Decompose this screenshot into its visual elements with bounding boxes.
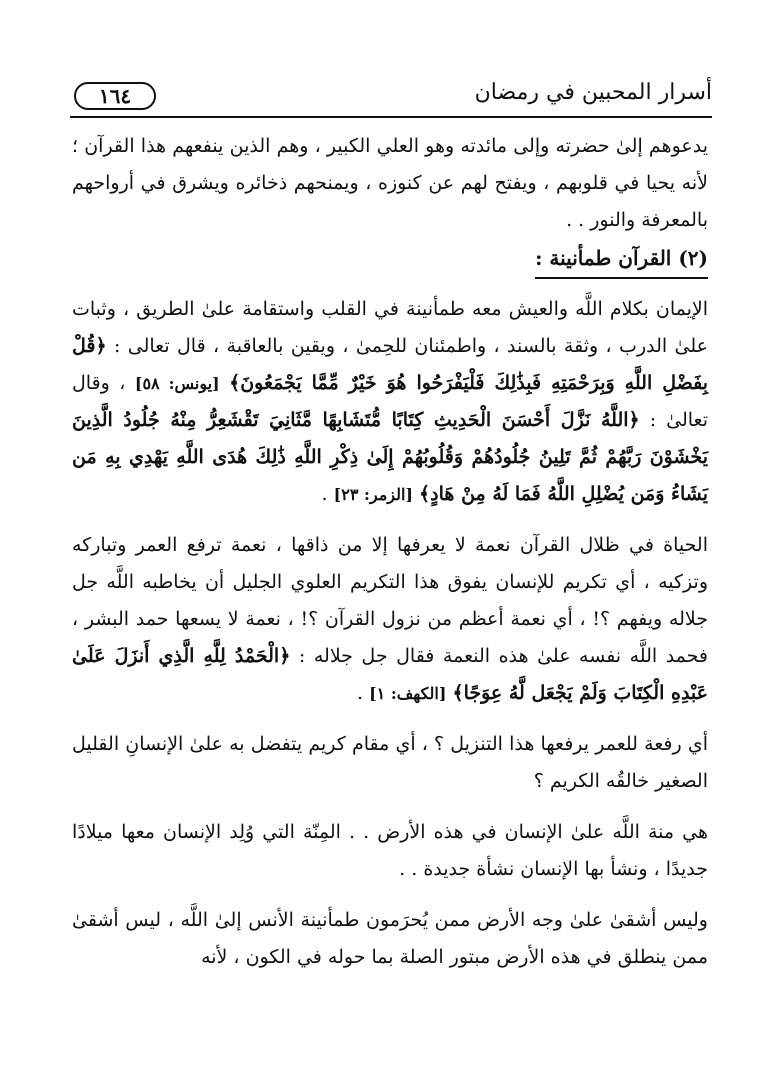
verse-reference-zumar: [الزمر: ٢٣] <box>333 485 413 504</box>
paragraph-grace: هي منة اللَّه علىٰ الإنسان في هذه الأرض . . المِنّة التي وُلِد الإنسان معها ميلادًا جديدًا ، ونشأ بها الإنسان نشأة جديدة . . <box>72 821 708 880</box>
paragraph-elevation: أي رفعة للعمر يرفعها هذا التنزيل ؟ ، أي مقام كريم يتفضل به علىٰ الإنسانِ القليل الصغير خالقُه الكريم ؟ <box>72 733 708 792</box>
intro-paragraph: يدعوهم إلىٰ حضرته وإلى مائدته وهو العلي الكبير ، وهم الذين ينفعهم هذا القرآن ؛ لأنه يحيا في قلوبهم ، ويفتح لهم عن كنوزه ، ويمنحهم ذخائره ويشرق في أرواحهم بالمعرفة والنور . . <box>72 135 708 231</box>
section-heading-wrapper <box>72 239 708 291</box>
paragraph-misery: وليس أشقىٰ علىٰ وجه الأرض ممن يُحرَمون طمأنينة الأنس إلىٰ اللَّه ، ليس أشقىٰ ممن ينطلق في هذه الأرض مبتور الصلة بما حوله في الكون ، لأنه <box>72 909 708 968</box>
paragraph-faith-mid: ، وقال تعالىٰ : <box>72 372 708 431</box>
paragraph-life-text: الحياة في ظلال القرآن نعمة لا يعرفها إلا من ذاقها ، نعمة ترفع العمر وتباركه وتزكيه ، أي تكريم للإنسان يفوق هذا التكريم العلوي الجليل أن يخاطبه اللَّه جل جلاله ويفهم ؟! ، أي نعمة أعظم من نزول القرآن ؟! ، نعمة لا يسعها حمد البشر ، فحمد اللَّه نفسه علىٰ هذه النعمة فقال جل جلاله : <box>72 534 709 667</box>
paragraph-faith <box>72 291 708 513</box>
section-heading: (٢) القرآن طمأنينة : <box>535 241 708 279</box>
quran-verse-yunus: ﴿قُلْ بِفَضْلِ اللَّهِ وَبِرَحْمَتِهِ فَبِذَٰلِكَ فَلْيَفْرَحُوا هُوَ خَيْرٌ مِّمَّا يَجْمَعُونَ﴾ <box>72 335 708 394</box>
page-number: ١٦٤ <box>74 82 156 110</box>
quran-verse-zumar: ﴿اللَّهُ نَزَّلَ أَحْسَنَ الْحَدِيثِ كِتَابًا مُّتَشَابِهًا مَّثَانِيَ تَقْشَعِرُّ مِنْهُ جُلُودُ الَّذِينَ يَخْشَوْنَ رَبَّهُمْ ثُمَّ تَلِينُ جُلُودُهُمْ وَقُلُوبُهُمْ إِلَىٰ ذِكْرِ اللَّهِ ذَٰلِكَ هُدَى اللَّهِ يَهْدِي بِهِ مَن يَشَاءُ وَمَن يُضْلِلِ اللَّهُ فَمَا لَهُ مِنْ هَادٍ﴾ <box>72 409 708 505</box>
page-header <box>70 70 712 118</box>
paragraph-faith-text: الإيمان بكلام اللَّه والعيش معه طمأنينة في القلب واستقامة علىٰ الطريق ، وثبات علىٰ الدرب ، وثقة بالسند ، واطمئنان للحِمىٰ ، ويقين بالعاقبة ، قال تعالى : <box>72 298 708 357</box>
quran-verse-kahf: ﴿الْحَمْدُ لِلَّهِ الَّذِي أَنزَلَ عَلَىٰ عَبْدِهِ الْكِتَابَ وَلَمْ يَجْعَل لَّهُ عِوَجًا﴾ <box>72 645 708 704</box>
paragraph-life-end: . <box>356 682 370 704</box>
verse-reference-kahf: [الكهف: ١] <box>369 684 447 703</box>
paragraph-life <box>72 527 708 712</box>
running-title: أسرار المحبين في رمضان <box>474 80 712 105</box>
verse-reference-yunus: [يونس: ٥٨] <box>134 374 220 393</box>
paragraph-faith-end: . <box>321 483 334 505</box>
page-body <box>72 128 708 976</box>
header-rule <box>70 116 712 118</box>
